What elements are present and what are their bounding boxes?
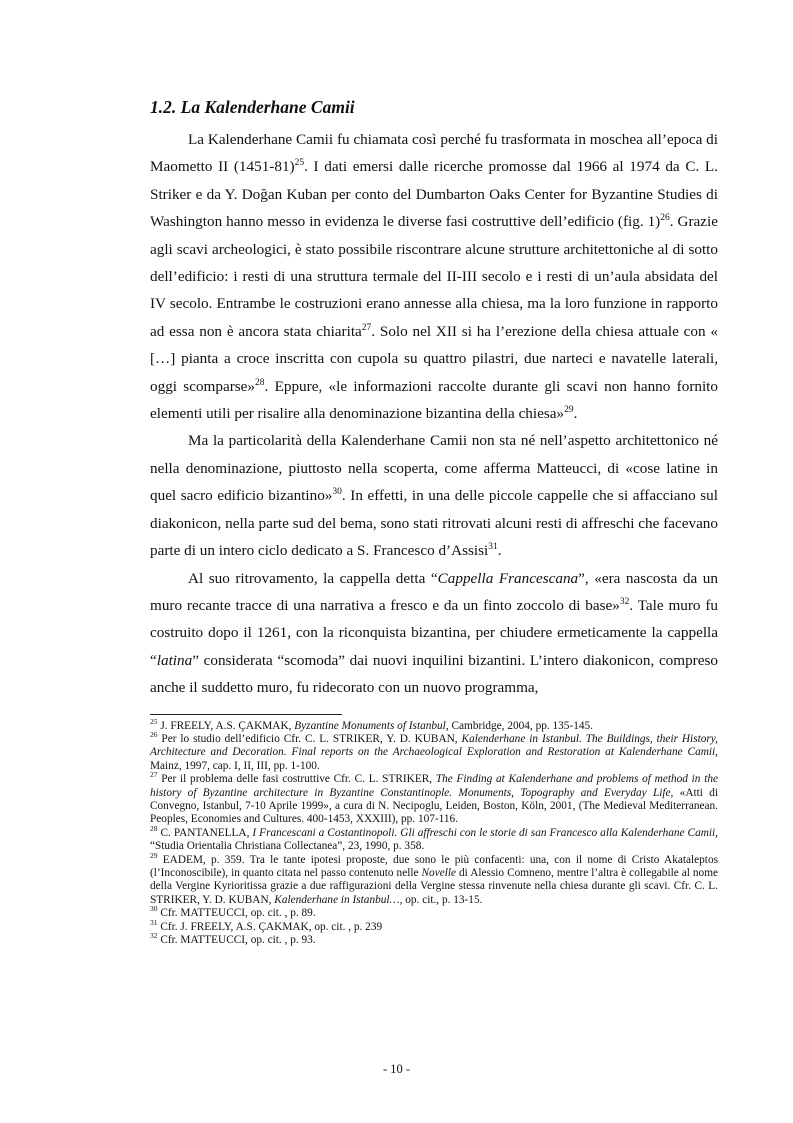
italic-text: I Francescani a Costantinopoli. Gli affreschi con le storie di san Francesco alla Kalenderhane Camii bbox=[252, 826, 716, 839]
footnote-ref: 27 bbox=[361, 322, 372, 333]
italic-text: Novelle bbox=[421, 867, 457, 879]
footnote-divider bbox=[150, 714, 342, 715]
footnote-ref: 28 bbox=[150, 824, 158, 834]
paragraph: Ma la particolarità della Kalenderhane Camii non sta né nell’aspetto architettonico né nella denominazione, piuttosto nella scoperta, come afferma Matteucci, di «cose latine in quel sacro edificio bizantino»$^{30}$. In effetti, in una delle piccole cappelle che si affacciano sul diakonicon, nella parte sud del bema, sono stati ritrovati alcuni resti di affreschi che facevano parte di un intero ciclo dedicato a S. Francesco d’Assisi$^{31}$. bbox=[150, 432, 718, 560]
footnote-ref: 26 bbox=[660, 213, 670, 224]
italic-text: Byzantine Monuments of Istanbul bbox=[294, 719, 446, 732]
section-heading bbox=[150, 94, 718, 120]
footnote-ref: 29 bbox=[564, 405, 574, 415]
italic-text: Kalenderhane in Istanbul…, bbox=[274, 893, 403, 906]
footnote: $^{31}$ Cfr. J. FREELY, A.S. ÇAKMAK, op. cit. , p. 239 bbox=[150, 917, 383, 933]
footnote-ref: 30 bbox=[332, 487, 342, 498]
section-title: La Kalenderhane Camii bbox=[180, 97, 355, 117]
page-content bbox=[150, 94, 718, 947]
footnote: $^{26}$ Per lo studio dell’edificio Cfr. C. L. STRIKER, Y. D. KUBAN, Kalenderhane in Istanbul. The Buildings, their History, Architecture and Decoration. Final reports on the Archaeological Exploration and Restoration at Kalenderhane Camii, Mainz, 1997, cap. I, II, III, pp. 1-100. bbox=[150, 730, 718, 772]
footnote-ref: 29 bbox=[150, 850, 158, 860]
paragraph: Al suo ritrovamento, la cappella detta “Cappella Francescana”, «era nascosta da un muro recante tracce di una narrativa a fresco e da un finto zoccolo di base»$^{32}$. Tale muro fu costruito dopo il 1261, con la riconquista bizantina, per chiudere ermeticamente la cappella “latina” considerata “scomoda” dai nuovi inquilini bizantini. L’intero diakonicon, compreso anche il suddetto muro, fu ridecorato con un nuovo programma, bbox=[150, 569, 718, 697]
italic-text: Kalenderhane in Istanbul. The Buildings, their History, Architecture and Decoration. Final reports on the Archaeological Exploration and Restoration at Kalenderhane Camii, bbox=[150, 732, 718, 759]
body-text bbox=[150, 126, 718, 702]
footnote-ref: 32 bbox=[150, 931, 158, 941]
footnote: $^{32}$ Cfr. MATTEUCCI, op. cit. , p. 93. bbox=[150, 931, 316, 947]
footnote: $^{28}$ C. PANTANELLA, I Francescani a Costantinopoli. Gli affreschi con le storie di san Francesco alla Kalenderhane Camii, “Studia Orientalia Christiana Collectanea”, 23, 1990, p. 358. bbox=[150, 824, 718, 853]
page-number: - 10 - bbox=[382, 1062, 411, 1076]
footnote-ref: 30 bbox=[150, 904, 158, 914]
footnote-ref: 26 bbox=[150, 730, 158, 740]
footnote: $^{27}$ Per il problema delle fasi costruttive Cfr. C. L. STRIKER, The Finding at Kalenderhane and problems of method in the history of Byzantine architecture in Byzantine Constantinople. Monuments, Topography and Everyday Life, «Atti di Convegno, Istanbul, 7-10 Aprile 1999», a cura di N. Necipoglu, Leiden, Boston, Köln, 2001, (The Medieval Mediterranean. Peoples, Economies and Cultures. 400-1453, XXXIII), pp. 107-116. bbox=[150, 770, 718, 826]
footnote-ref: 27 bbox=[150, 770, 158, 780]
paragraph: La Kalenderhane Camii fu chiamata così perché fu trasformata in moschea all’epoca di Maometto II (1451-81)$^{25}$. I dati emersi dalle ricerche promosse dal 1966 al 1974 da C. L. Striker e da Y. Doğan Kuban per conto del Dumbarton Oaks Center for Byzantine Studies di Washington hanno messo in evidenza le diverse fasi costruttive dell’edificio (fig. 1)$^{26}$. Grazie agli scavi archeologici, è stato possibile riscontrare alcune strutture architettoniche al di sotto dell’edificio: i resti di una struttura termale del II-III secolo e i resti di un’aula absidata del IV secolo. Entrambe le costruzioni erano annesse alla chiesa, ma la loro funzione in rapporto ad essa non è ancora stata chiarita$^{27}$. Solo nel XII si ha l’erezione della chiesa attuale con « […] pianta a croce inscritta con cupola su quattro pilastri, due narteci e navatelle laterali, oggi scomparse»$^{28}$. Eppure, «le informazioni raccolte durante gli scavi non hanno fornito elementi utili per risalire alla denominazione bizantina della chiesa»$^{29}$. bbox=[150, 131, 718, 423]
footnote: $^{29}$ EADEM, p. 359. Tra le tante ipotesi proposte, due sono le più confacenti: una, con il nome di Cristo Akataleptos (l’Inconoscibile), in quanto citata nel passo contenuto nelle Novelle di Alessio Comneno, mentre l’altra è collegabile al nome della Vergine Kyrioritissa grazie a due raffigurazioni della Vergine stessa rinvenute nella chiesa durante gli scavi. Cfr. C. L. STRIKER, Y. D. KUBAN, Kalenderhane in Istanbul…, op. cit., p. 13-15. bbox=[150, 850, 718, 906]
footnote-ref: 25 bbox=[294, 158, 305, 169]
footnote: $^{25}$ J. FREELY, A.S. ÇAKMAK, Byzantine Monuments of Istanbul, Cambridge, 2004, pp. 135-145. bbox=[150, 716, 593, 732]
footnote-ref: 31 bbox=[150, 917, 158, 927]
italic-text: Cappella Francescana bbox=[437, 569, 579, 587]
italic-text: latina bbox=[156, 651, 193, 669]
footnote-ref: 25 bbox=[150, 716, 158, 726]
section-number: 1.2. bbox=[150, 97, 177, 117]
footnote-ref: 31 bbox=[488, 542, 498, 553]
footnote-ref: 32 bbox=[619, 596, 630, 607]
footnote: $^{30}$ Cfr. MATTEUCCI, op. cit. , p. 89. bbox=[150, 904, 316, 920]
footnote-ref: 28 bbox=[255, 377, 265, 388]
italic-text: The Finding at Kalenderhane and problems of method in the history of Byzantine architecture in Byzantine Constantinople. Monuments, Topography and Everyday Life bbox=[150, 773, 718, 799]
footnotes bbox=[150, 716, 718, 948]
